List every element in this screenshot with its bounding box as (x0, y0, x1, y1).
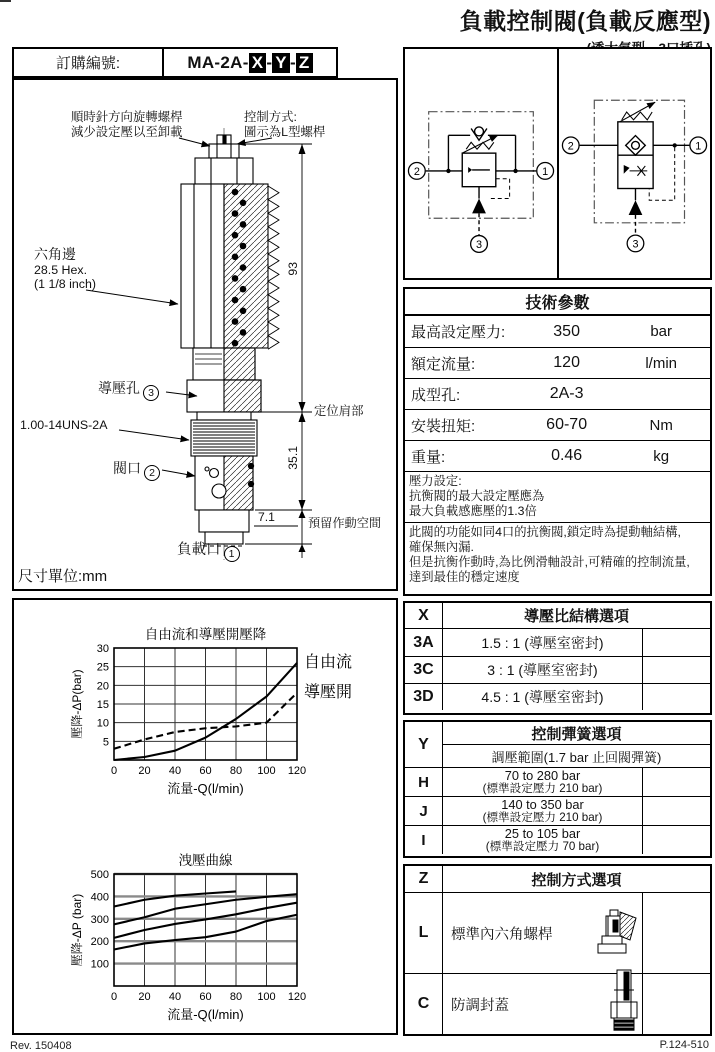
margin-tick (0, 0, 11, 2)
table-row (405, 316, 710, 347)
tech-value: 0.46 (551, 447, 583, 464)
order-number-box (12, 47, 338, 78)
svg-text:洩壓曲線: 洩壓曲線 (178, 853, 233, 868)
svg-text:40: 40 (168, 991, 182, 1003)
option-desc (443, 768, 642, 796)
note-line: 抗衡閥的最大設定壓應為 (409, 489, 545, 503)
tech-label: 成型孔: (411, 386, 461, 404)
tech-unit: Nm (649, 416, 673, 434)
option-empty-cell (642, 657, 710, 683)
std-pressure-line: (標準設定壓力 210 bar) (482, 781, 603, 795)
option-empty-cell (642, 893, 710, 973)
table-row (405, 767, 710, 796)
hex-flat-line2: 28.5 Hex. (34, 262, 88, 277)
thread-spec-label: 1.00-14UNS-2A (20, 418, 108, 432)
range-line: 140 to 350 bar (501, 797, 584, 813)
option-code: L (405, 893, 443, 973)
valve-cross-section-drawing (14, 80, 396, 589)
svg-text:200: 200 (90, 936, 109, 949)
option-code: J (405, 797, 443, 825)
svg-text:20: 20 (138, 765, 151, 777)
tech-label: 安裝扭矩: (411, 417, 476, 435)
dimension-drawing-box (12, 78, 398, 591)
hex-flat-line1: 六角邊 (34, 246, 76, 262)
order-code-y: Y (272, 53, 290, 73)
y-title: 控制彈簧選項 (443, 722, 710, 745)
option-desc (443, 826, 642, 854)
free-flow-chart (14, 618, 396, 814)
table-row (405, 656, 710, 683)
note-control-line2: 圖示為L型螺桿 (244, 124, 326, 139)
note-clockwise (71, 110, 183, 139)
note-control (244, 110, 325, 139)
note-clockwise-line1: 順時針方向旋轉螺桿 (71, 110, 183, 124)
port-label-2: 2 (413, 165, 420, 178)
load-port-number: 1 (224, 546, 240, 562)
svg-text:25: 25 (96, 661, 109, 674)
dim-7-1: 7.1 (258, 510, 275, 524)
table-row (405, 629, 710, 656)
tech-value: 2A-3 (549, 385, 584, 402)
z-header (405, 866, 710, 893)
pilot-port-number: 3 (143, 385, 159, 401)
x-title: 導壓比結構選項 (523, 608, 629, 625)
option-desc-text: 防調封蓋 (451, 997, 509, 1014)
option-desc-text: 標準內六角螺桿 (451, 926, 553, 943)
hex-flat-line3: (1 1/8 inch) (34, 277, 96, 292)
shoulder-label: 定位肩部 (314, 404, 364, 418)
svg-text:壓降-ΔP (bar): 壓降-ΔP (bar) (70, 893, 84, 967)
table-row (405, 683, 710, 710)
port-label-3: 3 (476, 238, 483, 251)
hydraulic-symbol-box (403, 47, 712, 280)
port-label-3: 3 (632, 238, 639, 251)
tech-value: 60-70 (546, 416, 588, 433)
svg-text:120: 120 (287, 765, 307, 777)
tech-value: 120 (553, 354, 580, 371)
order-number-code (164, 49, 336, 76)
option-empty-cell (642, 797, 710, 825)
std-pressure-line: (標準設定壓力 210 bar) (482, 810, 603, 824)
option-empty-cell (642, 768, 710, 796)
valve-port-text: 閥口 (113, 460, 141, 476)
option-empty-cell (642, 629, 710, 656)
tech-label: 重量: (411, 448, 446, 466)
std-pressure-line: (標準設定壓力 70 bar) (485, 839, 600, 853)
svg-text:60: 60 (199, 765, 212, 777)
tech-unit: l/min (645, 354, 678, 372)
svg-text:100: 100 (90, 958, 109, 971)
footer-page-number: P.124-510 (659, 1039, 709, 1051)
table-row (405, 973, 710, 1034)
range-line: 70 to 280 bar (504, 768, 581, 784)
option-desc (443, 974, 642, 1034)
table-row (405, 409, 710, 440)
tech-unit: bar (650, 323, 673, 340)
svg-text:壓降-ΔP(bar): 壓降-ΔP(bar) (70, 669, 84, 739)
load-port-text: 負載口 (177, 542, 221, 558)
note-control-line1: 控制方式: (244, 110, 298, 124)
option-code: 3A (405, 629, 443, 656)
z-code: Z (405, 866, 443, 892)
tech-params-table (403, 287, 712, 596)
port-label-1: 1 (695, 140, 702, 153)
circuit-diagram-detailed (405, 49, 557, 278)
svg-text:400: 400 (90, 891, 109, 904)
table-row (405, 378, 710, 409)
range-line: 25 to 105 bar (504, 826, 581, 842)
table-row (405, 796, 710, 825)
note-line: 此閥的功能如同4口的抗衡閥,鎖定時為提動軸結構, (409, 525, 681, 539)
svg-text:自由流和導壓開壓降: 自由流和導壓開壓降 (144, 627, 267, 642)
unit-note: 尺寸單位:mm (18, 568, 108, 585)
x-header (405, 603, 710, 629)
z-title: 控制方式選項 (531, 871, 622, 889)
svg-text:30: 30 (96, 643, 109, 655)
order-code-z: Z (296, 53, 313, 73)
port-label-2: 2 (567, 140, 574, 153)
option-empty-cell (642, 684, 710, 710)
order-code-sep: - (266, 52, 273, 72)
option-code: H (405, 768, 443, 796)
option-desc (443, 893, 642, 973)
option-desc (443, 797, 642, 825)
svg-text:15: 15 (96, 699, 109, 711)
tech-label: 最高設定壓力: (411, 324, 506, 341)
footer-revision: Rev. 150408 (10, 1040, 72, 1052)
option-l-icon (594, 906, 642, 960)
svg-text:流量-Q(l/min): 流量-Q(l/min) (167, 1007, 244, 1022)
tech-unit: kg (653, 447, 670, 465)
note-line: 最大負載感應壓的1.3倍 (409, 504, 537, 518)
svg-text:導壓開: 導壓開 (304, 683, 353, 701)
dim-93: 93 (286, 262, 300, 276)
dim-35-1: 35.1 (286, 446, 300, 470)
y-header (405, 722, 710, 767)
tech-value: 350 (553, 322, 580, 340)
svg-text:100: 100 (257, 991, 276, 1003)
svg-text:80: 80 (229, 765, 243, 777)
x-code: X (405, 603, 443, 628)
svg-text:40: 40 (168, 765, 182, 777)
table-row (405, 893, 710, 973)
svg-text:120: 120 (287, 991, 307, 1003)
option-desc: 4.5 : 1 (導壓室密封) (481, 689, 604, 705)
svg-text:300: 300 (90, 913, 109, 926)
svg-text:20: 20 (96, 680, 109, 693)
page-title: 負載控制閥(負載反應型) (459, 8, 711, 34)
note-line: 但是抗衡作動時,為比例滑軸設計,可精確的控制流量, (409, 555, 690, 569)
load-port-label (177, 542, 240, 562)
order-code-x: X (249, 53, 267, 73)
hex-flat-label (34, 246, 96, 292)
note-line: 確保無內漏. (409, 540, 474, 554)
option-empty-cell (642, 826, 710, 854)
option-code: C (405, 974, 443, 1034)
tech-params-header: 技術參數 (405, 289, 710, 316)
circuit-diagram-simplified (559, 49, 710, 278)
svg-text:100: 100 (257, 765, 276, 777)
svg-text:自由流: 自由流 (304, 653, 353, 671)
svg-text:0: 0 (110, 991, 118, 1003)
tech-label: 額定流量: (411, 355, 476, 373)
order-code-prefix: MA-2A- (187, 52, 249, 72)
option-code: 3C (405, 657, 443, 683)
pressure-setting-note (405, 471, 710, 522)
valve-port-number: 2 (144, 465, 160, 481)
option-code: 3D (405, 684, 443, 710)
spring-options-table (403, 720, 712, 858)
clearance-label: 預留作動空間 (308, 516, 382, 530)
control-options-table (403, 864, 712, 1036)
option-desc: 1.5 : 1 (導壓室密封) (481, 634, 604, 651)
charts-box (12, 598, 398, 1035)
svg-text:流量-Q(l/min): 流量-Q(l/min) (167, 781, 244, 796)
y-code: Y (405, 722, 443, 767)
table-row (405, 825, 710, 854)
valve-port-label (113, 460, 160, 481)
svg-text:80: 80 (229, 991, 243, 1003)
note-line: 達到最佳的穩定速度 (409, 570, 520, 584)
order-number-label: 訂購編號: (14, 49, 164, 76)
port-label-1: 1 (542, 165, 549, 178)
note-line: 壓力設定: (409, 474, 462, 488)
option-desc: 3 : 1 (導壓室密封) (487, 662, 598, 678)
option-code: I (405, 826, 443, 854)
svg-text:10: 10 (96, 717, 109, 730)
pilot-ratio-options-table (403, 601, 712, 715)
note-clockwise-line2: 減少設定壓以至卸載 (71, 124, 183, 139)
svg-text:60: 60 (199, 991, 212, 1003)
table-row (405, 440, 710, 471)
pilot-port-label (98, 380, 159, 401)
table-row (405, 347, 710, 378)
option-c-icon (606, 968, 642, 1040)
svg-text:500: 500 (90, 869, 109, 881)
svg-text:0: 0 (110, 765, 118, 777)
svg-text:5: 5 (102, 736, 109, 749)
order-code-sep: - (289, 52, 296, 72)
relief-curve-chart (14, 846, 396, 1032)
y-subtitle: 調壓範圍(1.7 bar 止回閥彈簧) (491, 749, 662, 765)
pilot-port-text: 導壓孔 (98, 380, 140, 396)
function-note (405, 522, 710, 588)
svg-text:20: 20 (138, 991, 151, 1003)
option-empty-cell (642, 974, 710, 1034)
